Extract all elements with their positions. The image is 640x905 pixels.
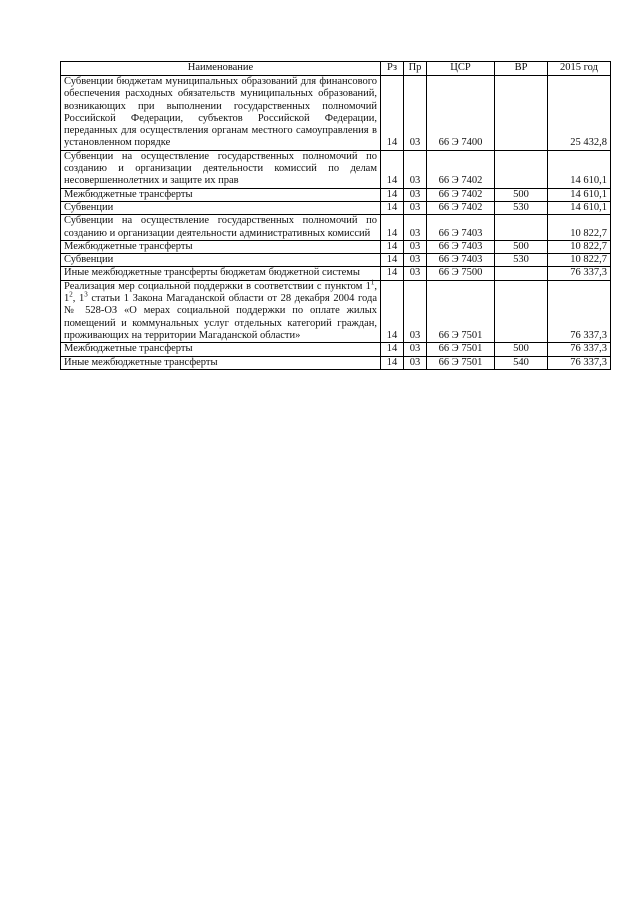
table-row [61, 201, 611, 214]
table-row [61, 356, 611, 369]
name-part: , 1 [64, 280, 377, 305]
cell-csr: 66 Э 7402 [427, 150, 495, 188]
table-row [61, 343, 611, 356]
table-row [61, 150, 611, 188]
cell-name: Межбюджетные трансферты [61, 188, 381, 201]
cell-rz: 14 [381, 76, 404, 151]
cell-name: Субвенции на осуществление государственных полномочий по созданию и организации деятельности административных комиссий [61, 215, 381, 241]
cell-pr: 03 [404, 240, 427, 253]
cell-pr: 03 [404, 188, 427, 201]
cell-sum: 76 337,3 [548, 343, 611, 356]
cell-name: Субвенции [61, 201, 381, 214]
cell-sum: 10 822,7 [548, 240, 611, 253]
cell-csr: 66 Э 7501 [427, 356, 495, 369]
cell-name: Межбюджетные трансферты [61, 240, 381, 253]
budget-table [60, 61, 611, 370]
cell-csr: 66 Э 7403 [427, 215, 495, 241]
cell-csr: 66 Э 7500 [427, 267, 495, 280]
table-row [61, 280, 611, 342]
cell-csr: 66 Э 7403 [427, 254, 495, 267]
cell-vr: 500 [495, 343, 548, 356]
cell-sum: 76 337,3 [548, 280, 611, 342]
cell-name [61, 280, 381, 342]
cell-sum: 76 337,3 [548, 267, 611, 280]
cell-pr: 03 [404, 215, 427, 241]
header-rz: Рз [381, 62, 404, 76]
header-csr: ЦСР [427, 62, 495, 76]
table-row [61, 215, 611, 241]
cell-rz: 14 [381, 188, 404, 201]
cell-pr: 03 [404, 150, 427, 188]
cell-sum: 14 610,1 [548, 201, 611, 214]
cell-pr: 03 [404, 254, 427, 267]
cell-vr [495, 150, 548, 188]
cell-pr: 03 [404, 343, 427, 356]
table-row [61, 76, 611, 151]
cell-pr: 03 [404, 267, 427, 280]
cell-vr: 540 [495, 356, 548, 369]
cell-csr: 66 Э 7403 [427, 240, 495, 253]
table-header-row [61, 62, 611, 76]
name-part: Реализация мер социальной поддержки в соответствии с пунктом 1 [64, 280, 371, 292]
cell-name: Субвенции бюджетам муниципальных образований для финансового обеспечения расходных обязательств муниципальных образований, возникающих при выполнении государственных полномочий Российской Федерации, субъектов Российской Федерации, переданных для осуществления органам местного самоуправления в установленном порядке [61, 76, 381, 151]
cell-name: Субвенции на осуществление государственных полномочий по созданию и организации деятельности комиссий по делам несовершеннолетних и защите их прав [61, 150, 381, 188]
table-row [61, 188, 611, 201]
cell-vr: 530 [495, 201, 548, 214]
cell-pr: 03 [404, 280, 427, 342]
cell-rz: 14 [381, 201, 404, 214]
cell-csr: 66 Э 7402 [427, 201, 495, 214]
cell-pr: 03 [404, 201, 427, 214]
cell-rz: 14 [381, 343, 404, 356]
header-year: 2015 год [548, 62, 611, 76]
cell-pr: 03 [404, 76, 427, 151]
cell-rz: 14 [381, 240, 404, 253]
cell-vr [495, 280, 548, 342]
cell-sum: 14 610,1 [548, 188, 611, 201]
name-part: , 1 [72, 293, 85, 305]
cell-name: Иные межбюджетные трансферты [61, 356, 381, 369]
cell-name: Межбюджетные трансферты [61, 343, 381, 356]
header-vr: ВР [495, 62, 548, 76]
table-row [61, 240, 611, 253]
cell-rz: 14 [381, 280, 404, 342]
cell-vr: 530 [495, 254, 548, 267]
cell-pr: 03 [404, 356, 427, 369]
cell-rz: 14 [381, 150, 404, 188]
cell-rz: 14 [381, 215, 404, 241]
cell-name: Субвенции [61, 254, 381, 267]
cell-vr [495, 215, 548, 241]
cell-rz: 14 [381, 267, 404, 280]
cell-sum: 25 432,8 [548, 76, 611, 151]
cell-rz: 14 [381, 356, 404, 369]
superscript: 1 [370, 278, 375, 287]
cell-sum: 76 337,3 [548, 356, 611, 369]
superscript: 3 [84, 290, 88, 299]
cell-csr: 66 Э 7400 [427, 76, 495, 151]
cell-csr: 66 Э 7501 [427, 280, 495, 342]
cell-csr: 66 Э 7402 [427, 188, 495, 201]
cell-csr: 66 Э 7501 [427, 343, 495, 356]
cell-sum: 10 822,7 [548, 254, 611, 267]
header-pr: Пр [404, 62, 427, 76]
cell-rz: 14 [381, 254, 404, 267]
cell-vr [495, 76, 548, 151]
name-part: статьи 1 Закона Магаданской области от 28 декабря 2004 года № 528-ОЗ «О мерах социальной поддержки по оплате жилых помещений и коммунальных услуг отдельных категорий граждан, проживающих на территории Магаданской области» [64, 293, 377, 341]
table-row [61, 254, 611, 267]
table-row [61, 267, 611, 280]
cell-vr: 500 [495, 240, 548, 253]
cell-vr: 500 [495, 188, 548, 201]
header-name: Наименование [61, 62, 381, 76]
cell-name: Иные межбюджетные трансферты бюджетам бюджетной системы [61, 267, 381, 280]
cell-sum: 10 822,7 [548, 215, 611, 241]
superscript: 2 [69, 290, 73, 299]
cell-vr [495, 267, 548, 280]
cell-sum: 14 610,1 [548, 150, 611, 188]
